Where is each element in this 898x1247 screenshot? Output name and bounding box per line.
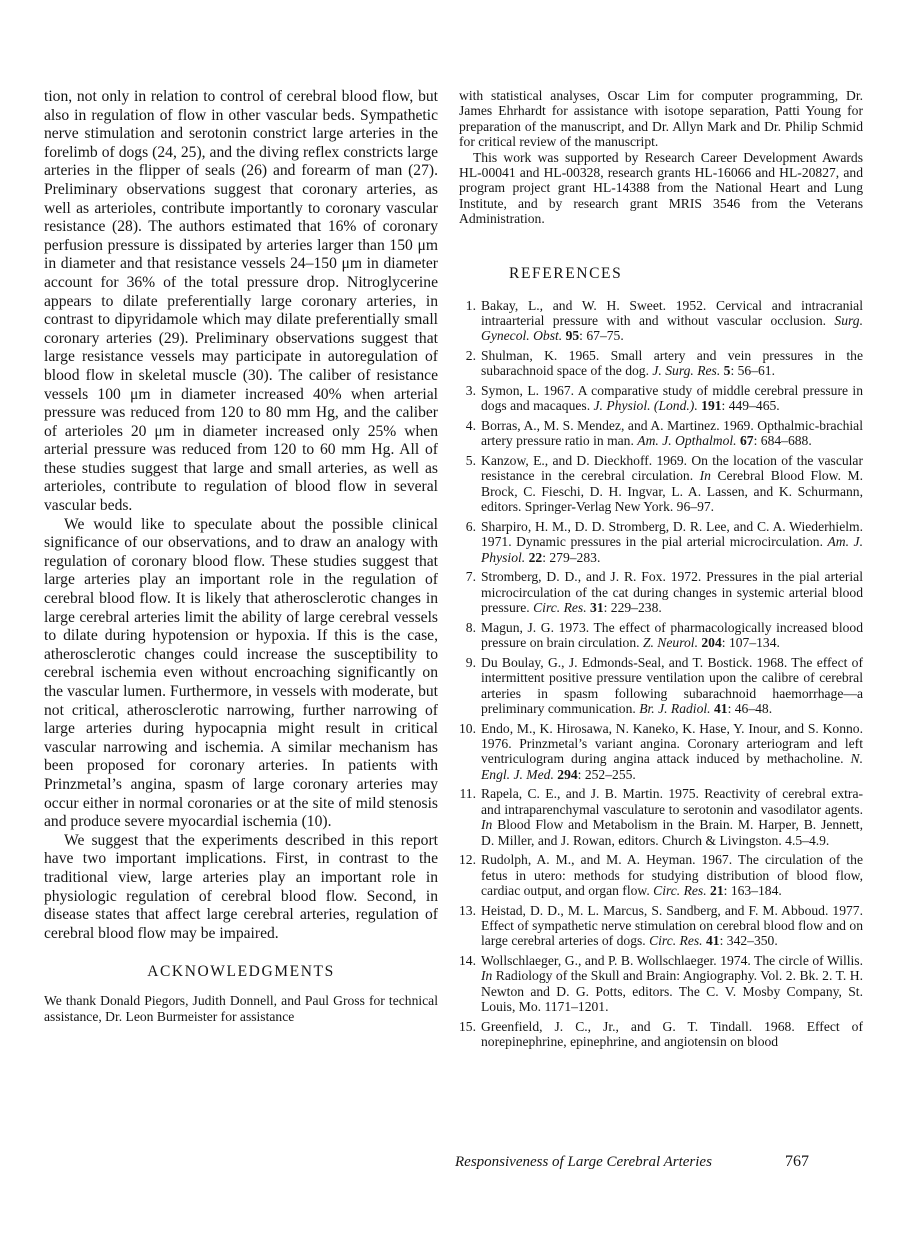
reference-item xyxy=(459,655,863,717)
reference-number: 13. xyxy=(459,902,476,918)
reference-item xyxy=(459,383,863,414)
reference-volume: 95 xyxy=(565,328,580,344)
reference-pages: : 684–688. xyxy=(753,433,812,449)
reference-pages: : 163–184. xyxy=(723,882,782,898)
reference-volume: 294 xyxy=(557,766,578,782)
reference-item xyxy=(459,852,863,898)
reference-journal: Am. J. Physiol. xyxy=(481,534,863,565)
reference-pages: : 229–238. xyxy=(603,600,662,616)
reference-number: 7. xyxy=(465,569,476,585)
reference-number: 10. xyxy=(459,720,476,736)
reference-item xyxy=(459,620,863,651)
reference-volume: 191 xyxy=(701,398,722,414)
running-title: Responsiveness of Large Cerebral Arteries xyxy=(455,1154,712,1170)
reference-text xyxy=(481,348,863,378)
reference-number: 5. xyxy=(465,453,476,469)
reference-text xyxy=(481,569,863,615)
acknowledgments-text: We thank Donald Piegors, Judith Donnell, and Paul Gross for technical assistance, Dr. Leon Burmeister for assistance xyxy=(44,993,438,1024)
reference-text xyxy=(481,298,863,344)
references-heading: REFERENCES xyxy=(509,264,623,282)
reference-journal: J. Surg. Res. xyxy=(652,363,721,379)
reference-citation: Heistad, D. D., M. L. Marcus, S. Sandberg, and F. M. Abboud. 1977. Effect of sympathetic nerve stimulation on cerebral blood flow and on large cerebral arteries of dogs. xyxy=(481,902,863,949)
reference-number: 6. xyxy=(465,518,476,534)
reference-citation: Stromberg, D. D., and J. R. Fox. 1972. Pressures in the pial arterial microcirculation of the cat during changes in systemic arterial blood pressure. xyxy=(481,569,863,616)
left-column xyxy=(44,88,438,1024)
reference-journal: J. Physiol. (Lond.). xyxy=(593,398,698,414)
reference-volume: 67 xyxy=(740,433,754,449)
reference-item xyxy=(459,569,863,615)
reference-journal: In xyxy=(481,817,493,833)
reference-volume: 5 xyxy=(723,363,731,379)
reference-text xyxy=(481,453,863,514)
reference-pages: : 279–283. xyxy=(542,549,601,565)
reference-pages: Radiology of the Skull and Brain: Angiography. Vol. 2. Bk. 2. T. H. Newton and D. G. Potts, editors. The C. V. Mosby Company, St. Louis, Mo. 1171–1201. xyxy=(481,968,863,1015)
body-paragraph: tion, not only in relation to control of cerebral blood flow, but also in regulation of flow in other vascular beds. Sympathetic nerve stimulation and serotonin constrict large arteries in the forelimb of dogs (24, 25), and the diving reflex constricts large arteries in the flipper of seals (26) and forearm of man (27). Preliminary observations suggest that coronary arteries, as well as arterioles, contribute importantly to coronary vascular resistance (28). The authors estimated that 16% of coronary perfusion pressure is dissipated by arteries larger than 150 μm in diameter and that resistance vessels 24–150 μm in diameter account for 36% of the total pressure drop. Nitroglycerine appears to dilate preferentially large coronary arteries, in contrast to dipyridamole which may dilate preferentially small coronary arteries (29). Preliminary observations suggest that large resistance vessels may participate in autoregulation of blood flow in skeletal muscle (30). The caliber of resistance vessels 100 μm in diameter increased 40% when arterial pressure was reduced from 120 to 80 mm Hg, and the caliber of arterioles 20 μm in diameter increased only 25% when arterial pressure was reduced from 120 to 60 mm Hg. All of these studies suggest that large and small arteries, as well as arterioles, contribute to regulation of blood flow in several vascular beds. xyxy=(44,88,438,515)
reference-journal: Z. Neurol. xyxy=(642,635,698,651)
reference-item xyxy=(459,519,863,565)
reference-citation: Borras, A., M. S. Mendez, and A. Martinez. 1969. Opthalmic-brachial artery pressure ratio in man. xyxy=(481,418,863,449)
reference-journal: Am. J. Opthalmol. xyxy=(637,433,737,449)
reference-pages: Blood Flow and Metabolism in the Brain. M. Harper, B. Jennett, D. Miller, and J. Rowan, editors. Church & Livingston. 4.5–4.9. xyxy=(481,817,863,848)
reference-citation: Sharpiro, H. M., D. D. Stromberg, D. R. Lee, and C. A. Wiederhielm. 1971. Dynamic pressures in the pial arterial microcirculation. xyxy=(481,518,863,550)
reference-journal: Circ. Res. xyxy=(533,600,587,616)
reference-number: 3. xyxy=(465,383,476,399)
reference-volume: 22 xyxy=(528,549,543,565)
acknowledgments-heading: ACKNOWLEDGMENTS xyxy=(147,963,335,981)
reference-pages: : 342–350. xyxy=(719,933,778,949)
references-list xyxy=(459,298,863,1050)
reference-text xyxy=(481,655,863,716)
reference-pages: Cerebral Blood Flow. M. Brock, C. Fieschi, D. H. Ingvar, L. A. Lassen, and K. Schurmann, editors. Springer-Verlag New York. 96–97. xyxy=(481,468,864,515)
reference-citation: Greenfield, J. C., Jr., and G. T. Tindall. 1968. Effect of norepinephrine, epinephrine, and angiotensin on blood xyxy=(481,1018,863,1050)
acknowledgments-text-continued: with statistical analyses, Oscar Lim for computer programming, Dr. James Ehrhardt for assistance with isotope separation, Patti Young for preparation of the manuscript, and Dr. Allyn Mark and Dr. Philip Schmid for critical review of the manuscript. xyxy=(459,88,863,150)
reference-item xyxy=(459,1019,863,1050)
reference-citation: Du Boulay, G., J. Edmonds-Seal, and T. Bostick. 1968. The effect of intermittent positive pressure ventilation upon the calibre of cerebral arteries in spasm following subarachnoid haemorrhage—a preliminary communication. xyxy=(481,654,863,716)
reference-text xyxy=(481,953,863,1014)
reference-item xyxy=(459,418,863,449)
reference-item xyxy=(459,786,863,848)
reference-volume: 41 xyxy=(713,700,728,716)
reference-citation: Symon, L. 1967. A comparative study of middle cerebral pressure in dogs and macaques. xyxy=(481,383,863,414)
reference-citation: Bakay, L., and W. H. Sweet. 1952. Cervical and intracranial intraarterial pressure with and without vascular occlusion. xyxy=(481,297,863,329)
reference-citation: Rudolph, A. M., and M. A. Heyman. 1967. The circulation of the fetus in utero: methods for studying distribution of blood flow, cardiac output, and organ flow. xyxy=(481,852,863,898)
page-footer xyxy=(455,1153,865,1171)
reference-number: 2. xyxy=(465,348,476,364)
reference-item xyxy=(459,903,863,949)
reference-pages: : 67–75. xyxy=(579,328,624,344)
reference-citation: Wollschlaeger, G., and P. B. Wollschlaeger. 1974. The circle of Willis. xyxy=(481,952,863,968)
reference-text xyxy=(481,786,863,847)
reference-journal: In xyxy=(481,968,493,984)
reference-item xyxy=(459,953,863,1015)
reference-pages: : 46–48. xyxy=(727,700,773,716)
reference-volume: 41 xyxy=(706,933,720,949)
reference-pages: : 56–61. xyxy=(730,363,775,379)
reference-journal: N. Engl. J. Med. xyxy=(481,751,863,782)
reference-citation: Shulman, K. 1965. Small artery and vein pressures in the subarachnoid space of the dog. xyxy=(481,348,863,379)
reference-journal: In xyxy=(699,468,711,484)
reference-pages: : 449–465. xyxy=(721,398,780,414)
reference-citation: Magun, J. G. 1973. The effect of pharmacologically increased blood pressure on brain circulation. xyxy=(481,619,863,651)
reference-number: 11. xyxy=(459,786,476,802)
reference-text xyxy=(481,620,863,650)
reference-volume: 204 xyxy=(701,635,722,651)
reference-text xyxy=(481,418,863,448)
reference-text xyxy=(481,903,863,949)
reference-text xyxy=(481,383,863,413)
reference-journal: Surg. Gynecol. Obst. xyxy=(481,313,863,344)
reference-item xyxy=(459,721,863,783)
reference-pages: : 252–255. xyxy=(577,766,636,782)
reference-item xyxy=(459,453,863,515)
reference-journal: Circ. Res. xyxy=(649,933,703,949)
reference-journal: Circ. Res. xyxy=(653,882,707,898)
reference-text xyxy=(481,852,863,898)
right-column xyxy=(459,88,863,1054)
reference-item xyxy=(459,348,863,379)
reference-pages: : 107–134. xyxy=(721,635,780,651)
reference-number: 8. xyxy=(465,619,476,635)
reference-item xyxy=(459,298,863,344)
body-paragraph: We suggest that the experiments described in this report have two important implications. First, in contrast to the traditional view, large arteries play an important role in physiologic regulation of cerebral blood flow. Second, in disease states that affect large cerebral arteries, regulation of cerebral blood flow may be impaired. xyxy=(44,831,438,942)
reference-number: 14. xyxy=(459,952,476,968)
reference-text xyxy=(481,721,863,782)
reference-text xyxy=(481,519,863,565)
reference-citation: Rapela, C. E., and J. B. Martin. 1975. Reactivity of cerebral extra- and intraparenchymal vasculature to serotonin and vasodilator agents. xyxy=(481,786,863,817)
reference-volume: 21 xyxy=(710,882,724,898)
reference-journal: Br. J. Radiol. xyxy=(639,700,711,716)
reference-volume: 31 xyxy=(590,600,604,616)
reference-number: 12. xyxy=(459,852,476,868)
reference-number: 1. xyxy=(465,297,476,313)
body-paragraph: We would like to speculate about the possible clinical significance of our observations, and to draw an analogy with regulation of coronary blood flow. These studies suggest that large arteries play an important role in the regulation of cerebral blood flow. It is likely that atherosclerotic changes in large cerebral arteries limit the ability of large cerebral vessels to dilate during hypotension or hypoxia. If this is the case, atherosclerotic changes could increase the susceptibility to cerebral ischemia even without encroaching significantly on the vascular lumen. Furthermore, in vessels with moderate, but not critical, atherosclerotic narrowing, further narrowing of large arteries during hypocapnia might result in critical vascular narrowing and ischemia. A similar mechanism has been proposed for coronary arteries. In patients with Prinzmetal’s angina, spasm of large coronary arteries may occur either in normal coronaries or at the site of mild stenosis and produce severe myocardial ischemia (10). xyxy=(44,515,438,831)
funding-statement: This work was supported by Research Career Development Awards HL-00041 and HL-00328, research grants HL-16066 and HL-20827, and program project grant HL-14388 from the National Heart and Lung Institute, and by research grant MRIS 3546 from the Veterans Administration. xyxy=(459,149,863,227)
reference-number: 4. xyxy=(465,418,476,434)
reference-citation: Kanzow, E., and D. Dieckhoff. 1969. On the location of the vascular resistance in the cerebral circulation. xyxy=(481,453,863,484)
reference-citation: Endo, M., K. Hirosawa, N. Kaneko, K. Hase, Y. Inour, and S. Konno. 1976. Prinzmetal’s variant angina. Coronary arteriogram and left ventriculogram during angina attack induced by methacholine. xyxy=(481,720,863,767)
reference-text xyxy=(481,1019,863,1049)
page-number: 767 xyxy=(785,1153,809,1170)
reference-number: 9. xyxy=(465,654,476,670)
reference-number: 15. xyxy=(459,1018,476,1034)
